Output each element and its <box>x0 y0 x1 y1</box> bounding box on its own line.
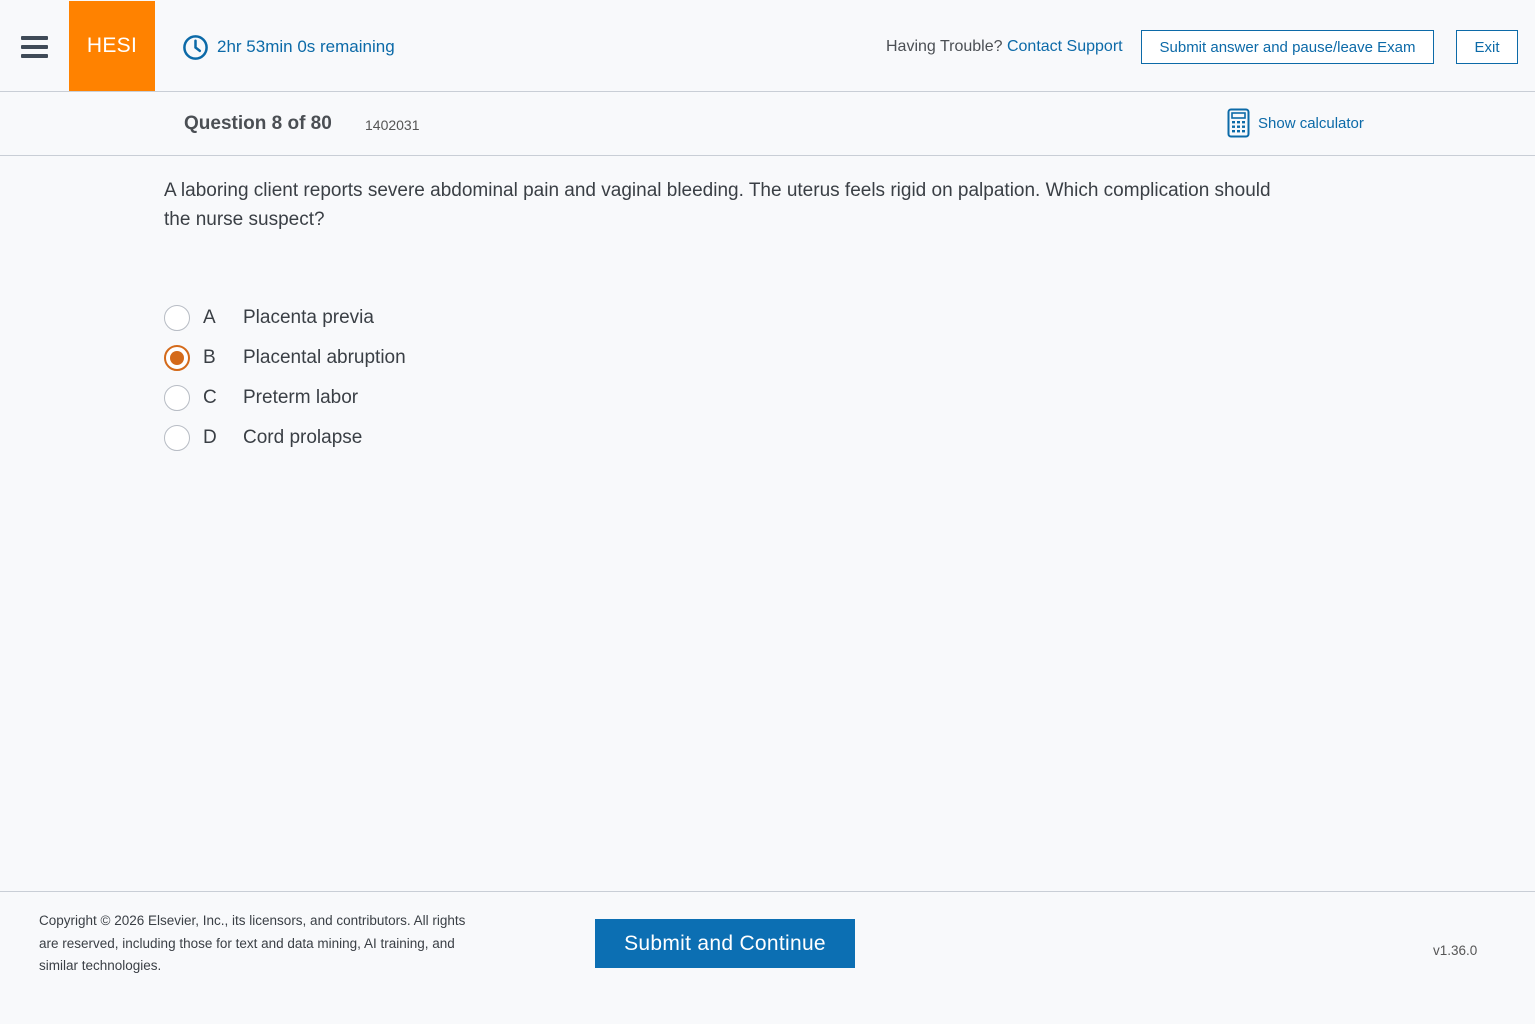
calculator-icon <box>1227 108 1250 138</box>
option-letter: B <box>203 347 216 368</box>
hesi-logo: HESI <box>69 1 155 91</box>
timer-text: 2hr 53min 0s remaining <box>217 37 395 56</box>
radio-button-selected[interactable] <box>164 345 190 371</box>
copyright-text: Copyright © 2026 Elsevier, Inc., its licensors, and contributors. All rights are reserved, including those for text and data mining, AI training, and similar technologies. <box>39 913 466 973</box>
option-label: Placental abruption <box>243 347 406 368</box>
menu-line <box>21 45 48 49</box>
answer-options <box>164 298 406 458</box>
question-text: A laboring client reports severe abdominal pain and vaginal bleeding. The uterus feels rigid on palpation. Which complication should the nurse suspect? <box>164 180 1271 230</box>
submit-and-continue-button[interactable]: Submit and Continue <box>595 919 855 968</box>
clock-icon <box>182 34 209 61</box>
option-label: Cord prolapse <box>243 427 363 448</box>
contact-support-link[interactable]: Contact Support <box>1006 38 1123 55</box>
option-letter: C <box>203 387 217 408</box>
option-label: Placenta previa <box>243 307 374 328</box>
top-bar <box>0 0 1535 92</box>
option-b[interactable] <box>164 338 406 378</box>
question-bar <box>0 92 1535 156</box>
calculator-label: Show calculator <box>1258 114 1364 132</box>
help-text <box>886 38 1123 56</box>
radio-button[interactable] <box>164 305 190 331</box>
question-id: 1402031 <box>365 117 420 133</box>
option-letter: D <box>203 427 217 448</box>
radio-button[interactable] <box>164 425 190 451</box>
submit-pause-exam-button[interactable]: Submit answer and pause/leave Exam <box>1141 30 1434 64</box>
footer <box>0 891 1535 1024</box>
menu-line <box>21 36 48 40</box>
option-label: Preterm labor <box>243 387 359 408</box>
question-number: Question 8 of 80 <box>184 113 332 134</box>
hamburger-menu-icon[interactable] <box>21 36 48 58</box>
option-a[interactable] <box>164 298 406 338</box>
option-d[interactable] <box>164 418 406 458</box>
exam-timer <box>182 34 395 60</box>
radio-button[interactable] <box>164 385 190 411</box>
exit-button[interactable]: Exit <box>1456 30 1518 64</box>
version-label: v1.36.0 <box>1433 943 1478 958</box>
show-calculator-button[interactable] <box>1227 108 1364 138</box>
menu-line <box>21 54 48 58</box>
option-c[interactable] <box>164 378 406 418</box>
help-prefix: Having Trouble? <box>886 38 1003 55</box>
option-letter: A <box>203 307 216 328</box>
